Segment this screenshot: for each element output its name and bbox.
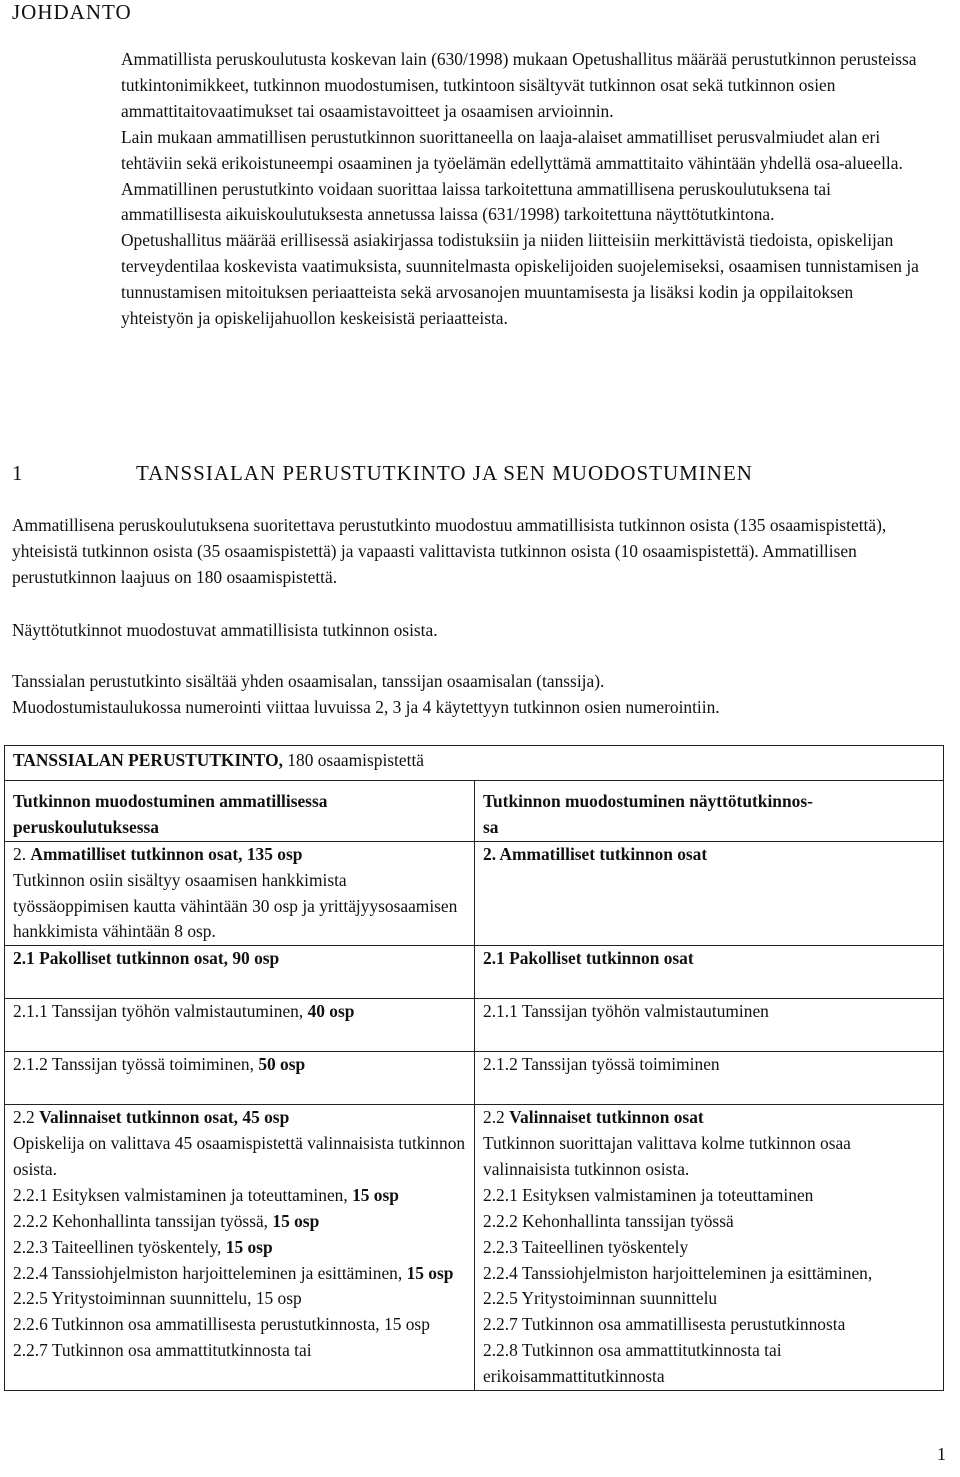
table-row-3-right: [475, 999, 944, 1052]
list-item: 2.2.2 Kehonhallinta tanssijan työssä, 15 osp: [13, 1210, 320, 1231]
row-5-right-heading: Valinnaiset tutkinnon osat: [509, 1107, 704, 1128]
row-1-left-heading: Ammatilliset tutkinnon osat, 135 osp: [30, 843, 303, 864]
row-5-right-number: 2.2: [483, 1107, 510, 1128]
section-paragraph-3: [12, 668, 942, 720]
row-5-right-text: Tutkinnon suorittajan valittava kolme tutkinnon osaa valinnaisista tutkinnon osista.: [483, 1132, 851, 1179]
row-3-left-points: 40 osp: [307, 1001, 355, 1022]
table-row-1-right: [475, 841, 944, 946]
section-paragraph-2: Näyttötutkinnot muodostuvat ammatillisista tutkinnon osista.: [12, 620, 438, 640]
section-number: 1: [12, 461, 23, 485]
table-head-left-text: Tutkinnon muodostuminen ammatillisessa peruskoulutuksessa: [13, 790, 328, 837]
table-row-5-right: [475, 1105, 944, 1391]
intro-paragraph-3: Opetushallitus määrää erillisessä asiakirjassa todistuksiin ja niiden liitteisiin merkittävistä tiedoista, opiskelijan terveydentilaa koskevista vaatimuksista, suunnitelmasta opiskelijoiden suojelemiseksi, osaamisen tunnistamisen ja tunnustamisen mitoituksen periaatteista sekä arvosanojen muuntamisesta ja lisäksi kodin ja oppilaitoksen yhteistyön ja opiskelijahuollon keskeisistä periaatteista.: [121, 230, 919, 329]
row-5-left-text: Opiskelija on valittava 45 osaamispistettä valinnaisista tutkinnon osista.: [13, 1132, 466, 1179]
table-head-left: [5, 780, 475, 841]
section-title: TANSSIALAN PERUSTUTKINTO JA SEN MUODOSTUMINEN: [136, 461, 753, 485]
list-item: 2.2.4 Tanssiohjelmiston harjoitteleminen ja esittäminen, 15 osp: [13, 1262, 454, 1283]
table-row-4-left: [5, 1052, 475, 1105]
row-4-right-text: 2.1.2 Tanssijan työssä toimiminen: [483, 1054, 720, 1075]
table-row-2-right: [475, 946, 944, 999]
row-5-right-item-list: [483, 1183, 935, 1390]
table-title-rest: 180 osaamispistettä: [282, 750, 424, 770]
table-title-bold: TANSSIALAN PERUSTUTKINTO,: [13, 750, 283, 770]
row-2-left-text: 2.1 Pakolliset tutkinnon osat, 90 osp: [13, 948, 280, 969]
list-item: 2.2.4 Tanssiohjelmiston harjoitteleminen ja esittäminen,: [483, 1262, 873, 1283]
table-head-right: [475, 780, 944, 841]
row-2-right-text: 2.1 Pakolliset tutkinnon osat: [483, 948, 694, 969]
list-item: 2.2.6 Tutkinnon osa ammatillisesta perustutkinnosta, 15 osp: [13, 1314, 430, 1335]
row-4-left-points: 50 osp: [258, 1054, 306, 1075]
list-item: 2.2.1 Esityksen valmistaminen ja toteuttaminen: [483, 1184, 814, 1205]
page-heading: JOHDANTO: [12, 0, 132, 24]
intro-paragraph-2: Lain mukaan ammatillisen perustutkinnon suorittaneella on laaja-alaiset ammatilliset perusvalmiudet alan eri tehtäviin sekä erikoistuneempi osaaminen ja työelämän edellyttämä ammattitaito vähintään yhdellä osa-alueella. Ammatillinen perustutkinto voidaan suorittaa laissa tarkoitettuna ammatillisena peruskoulutuksena tai ammatillisesta aikuiskoulutuksesta annetussa laissa (631/1998) tarkoitettuna näyttötutkintona.: [121, 126, 903, 225]
list-item: 2.2.2 Kehonhallinta tanssijan työssä: [483, 1210, 734, 1231]
table-title: [5, 746, 944, 781]
list-item: 2.2.5 Yritystoiminnan suunnittelu: [483, 1288, 718, 1309]
list-item: 2.2.8 Tutkinnon osa ammattitutkinnosta tai erikoisammattitutkinnosta: [483, 1340, 782, 1387]
structure-table: [4, 745, 944, 1391]
table-row-3-left: [5, 999, 475, 1052]
page-number: 1: [937, 1444, 946, 1464]
list-item: 2.2.7 Tutkinnon osa ammatillisesta perustutkinnosta: [483, 1314, 846, 1335]
table-row-5-left: [5, 1105, 475, 1391]
table-head-right-line1: Tutkinnon muodostuminen näyttötutkinnos-: [483, 790, 813, 811]
list-item: 2.2.1 Esityksen valmistaminen ja toteuttaminen, 15 osp: [13, 1184, 399, 1205]
row-1-right-heading: 2. Ammatilliset tutkinnon osat: [483, 843, 708, 864]
row-3-left-text: 2.1.1 Tanssijan työhön valmistautuminen,: [13, 1001, 308, 1022]
section-paragraph-3b: Muodostumistaulukossa numerointi viittaa luvuissa 2, 3 ja 4 käytettyyn tutkinnon osien numerointiin.: [12, 697, 720, 717]
row-3-right-text: 2.1.1 Tanssijan työhön valmistautuminen: [483, 1001, 769, 1022]
row-1-left-number: 2.: [13, 843, 31, 864]
table-row-1-left: [5, 841, 475, 946]
row-4-left-text: 2.1.2 Tanssijan työssä toimiminen,: [13, 1054, 259, 1075]
list-item: 2.2.7 Tutkinnon osa ammattitutkinnosta tai: [13, 1340, 312, 1361]
row-5-left-number: 2.2: [13, 1107, 40, 1128]
list-item: 2.2.5 Yritystoiminnan suunnittelu, 15 osp: [13, 1288, 302, 1309]
row-5-left-item-list: [13, 1183, 466, 1364]
table-head-right-line2: sa: [483, 816, 499, 837]
section-paragraph-3a: Tanssialan perustutkinto sisältää yhden osaamisalan, tanssijan osaamisalan (tanssija).: [12, 671, 605, 691]
table-row-2-left: [5, 946, 475, 999]
intro-paragraph-1: Ammatillista peruskoulutusta koskevan lain (630/1998) mukaan Opetushallitus määrää perustutkinnon perusteissa tutkintonimikkeet, tutkinnon muodostumisen, tutkintoon sisältyvät tutkinnon osat sekä tutkinnon osien ammattitaitovaatimukset tai osaamistavoitteet ja osaamisen arvioinnin.: [121, 49, 917, 121]
row-5-left-heading: Valinnaiset tutkinnon osat, 45 osp: [39, 1107, 290, 1128]
list-item: 2.2.3 Taiteellinen työskentely, 15 osp: [13, 1236, 273, 1257]
section-paragraph-1: Ammatillisena peruskoulutuksena suoritettava perustutkinto muodostuu ammatillisista tutkinnon osista (135 osaamispistettä), yhteisistä tutkinnon osista (35 osaamispistettä) ja vapaasti valittavista tutkinnon osista (10 osaamispistettä). Ammatillisen perustutkinnon laajuus on 180 osaamispistettä.: [12, 515, 887, 587]
intro-text: [121, 47, 929, 332]
table-row-4-right: [475, 1052, 944, 1105]
list-item: 2.2.3 Taiteellinen työskentely: [483, 1236, 689, 1257]
row-1-left-text: Tutkinnon osiin sisältyy osaamisen hankkimista työssäoppimisen kautta vähintään 30 osp ja yrittäjyysosaamisen hankkimista vähintään 8 osp.: [13, 869, 458, 942]
